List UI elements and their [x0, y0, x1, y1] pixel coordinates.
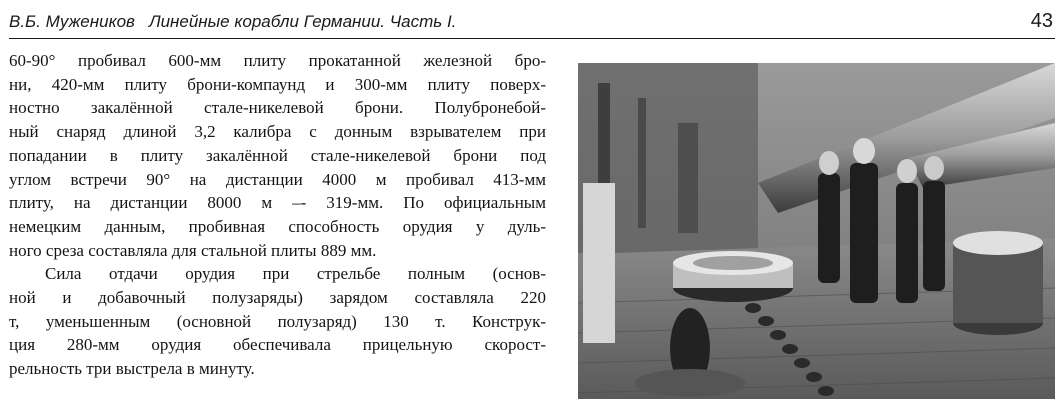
- text-line: 60-90° пробивал 600-мм плиту прокатанной железной бро-: [9, 51, 546, 70]
- text-line: ция 280-мм орудия обеспечивала прицельную скорост-: [9, 335, 546, 355]
- text-line: плиту, на дистанции 8000 м –- 319-мм. По официальным: [9, 193, 546, 213]
- deck-photo-illustration: [578, 63, 1055, 399]
- text-line: рельность три выстрела в минуту.: [9, 359, 255, 379]
- header-author: В.Б. Мужеников: [9, 12, 135, 31]
- body-text: [9, 49, 546, 381]
- paragraph-1: [9, 49, 546, 262]
- text-line: немецким данным, пробивная способность орудия у дуль-: [9, 216, 546, 236]
- text-line: попадании в плиту закалённой стале-никелевой брони под: [9, 145, 546, 165]
- header-title: Линейные корабли Германии. Часть I.: [148, 12, 457, 31]
- text-line: т, уменьшенным (основной полузаряд) 130 т. Конструк-: [9, 311, 546, 331]
- paragraph-2: [9, 262, 546, 381]
- header-left: [9, 12, 456, 32]
- running-header: [9, 6, 1055, 39]
- page-number: 43: [1030, 10, 1053, 32]
- text-line: ностно закалённой стале-никелевой брони. Полубронебой-: [9, 98, 546, 118]
- deck-photo: [578, 63, 1055, 399]
- text-line: ной и добавочный полузаряды) зарядом составляла 220: [9, 288, 546, 308]
- text-line: Сила отдачи орудия при стрельбе полным (основ-: [45, 264, 546, 284]
- text-line: ни, 420-мм плиту брони-компаунд и 300-мм плиту поверх-: [9, 74, 546, 94]
- text-line: ный снаряд длиной 3,2 калибра с донным взрывателем при: [9, 122, 546, 142]
- rope-drums: [953, 231, 1043, 335]
- text-line: ного среза составляла для стальной плиты 889 мм.: [9, 240, 377, 260]
- text-line: углом встречи 90° на дистанции 4000 м пробивал 413-мм: [9, 169, 546, 189]
